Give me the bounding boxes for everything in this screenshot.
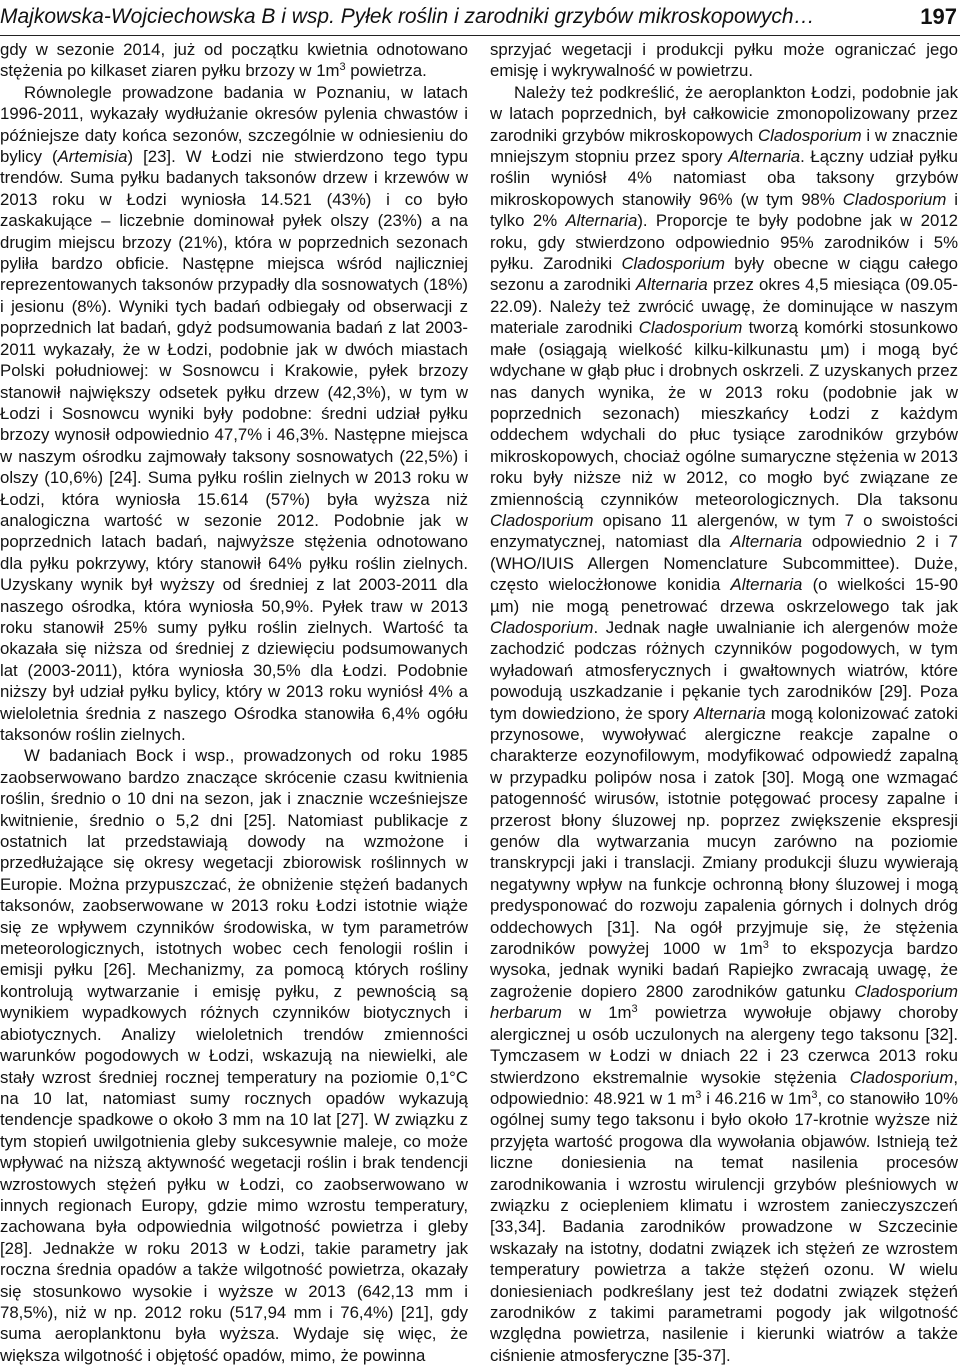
left-column: [0, 39, 468, 1366]
page-number: 197: [920, 4, 957, 29]
text-run: i tylko 2%: [490, 189, 959, 231]
text-run: , odpowiednio: 48.921 w 1 m: [490, 1067, 958, 1108]
text-run: powietrza wywołuje objawy choroby alergicznej u osób uczulonych na alergeny tego taksonu [32]. Tymczasem w Łodzi w dniach 22 i 23 czerwca 2013 roku stwierdzono ekstremalnie wysokie stężenia: [490, 1003, 958, 1087]
italic-term: Artemisia: [57, 147, 128, 167]
italic-term: Cladosporium: [849, 1067, 954, 1087]
text-run: ) [23]. W Łodzi nie stwierdzono tego typu trendów. Suma pyłku badanych taksonów drzew i krzewów w 2013 roku w Łodzi wyniosła 14.521 (43%) i co było zaskakujące – liczebnie dominował pyłek olszy (23%) a na drugim miejscu brzozy (21%), która w poprzednich sezonach pyliła bardzo obficie. Następne miejsca wśród najliczniej reprezentowanych taksonów przypadły dla sosnowatych (18%) i jesionu (8%). Wyniki tych badań odbiegały od obserwacji z poprzednich lat badań, gdyż podsumowania badań z lat 2003-2011 wykazały, że w Łodzi, podobnie jak w dwóch miastach Polski południowej: w Sosnowcu i Krakowie, pyłek brzozy stanowił największy odsetek pyłku drzew (42,3%), w tym w Łodzi i Sosnowcu wyniki były podobne: średni udział pyłku brzozy wynosił odpowiednio 47,7% i 46,3%. Następne miejsca w naszym ośrodku zajmowały taksony sosnowatych (22,5%) i olszy (10,6%) [24]. Suma pyłku roślin zielnych w 2013 roku w Łodzi, która wyniosła 15.614 (57%) była wyższa niż analogiczna wartość w sezonie 2012. Podobnie jak w poprzednich latach badań, najwyższe stężenia odnotowano dla pyłku pokrzywy, który stanowił 64% pyłku roślin zielnych. Uzyskany wynik był wyższy od średniej z lat 2003-2011 dla naszego ośrodka, która wyniosła 50,9%. Pyłek traw w 2013 roku stanowił 25% sumy pyłku roślin zielnych. Wartość ta okazała się niższa od średniej z dziewięciu podsumowanych lat (2003-2011), która wyniosła 30,5% dla Łodzi. Podobnie niższy był udział pyłku bylicy, który w 2013 roku wyniósł 4% a wieloletnia średnia z naszego Ośrodka stanowiła 6,4% ogółu taksonów roślin zielnych.: [0, 147, 469, 744]
text-run: mogą kolonizować zatoki przynosowe, wywoływać alergiczne reakcje zapalne o charakterze eozynofilowym, modyfikować odpowiedź zapalną w przypadku polipów nosa i zatok [30]. Mogą one wzmagać patogenność wirusów, istotnie potęgować procesy zapalne i przerost błony śluzowej np. poprzez zwiększenie ekspresji genów dla wytwarzania mucyn zarówno na poziomie transkrypcji jaki i translacji. Zmiany produkcji śluzu wywierają negatywny wpływ na funkcje ochronną błony śluzowej i mogą predysponować do rozwoju zapalenia górnych i dolnych dróg oddechowych [31]. Na ogół przyjmuje się, że stężenia zarodników powyżej 1000 w 1m: [490, 703, 958, 959]
superscript: 3: [762, 939, 769, 952]
italic-term: Cladosporium: [490, 617, 594, 637]
text-run: . Jednak nagłe uwalnianie ich alergenów może zachodzić podczas różnych czynników pogodowych, w tym wyładowań atmosferycznych i gwałtownych wiatrów, które powodują uszkadzanie i pękanie tych zarodników [29]. Poza tym dowiedziono, że spory: [490, 617, 958, 723]
text-run: były obecne w ciągu całego sezonu a zarodniki: [490, 254, 958, 295]
superscript: 3: [695, 1088, 702, 1101]
text-run: Należy też podkreślić, że aeroplankton Łodzi, podobnie jak w latach poprzednich, był całkowicie zmonopolizowany przez zarodniki grzybów mikroskopowych: [490, 82, 958, 145]
italic-term: Cladosporium: [621, 254, 725, 274]
text-run: w 1m: [561, 1003, 632, 1023]
header-rule: [0, 35, 960, 36]
italic-term: Alternaria: [693, 703, 766, 723]
italic-term: Cladosporium: [490, 510, 594, 530]
text-run: przez okres 4,5 miesiąca (09.05-22.09). Należy też zwrócić uwagę, że dominujące w naszym materiale zarodniki: [490, 275, 958, 338]
text-run: to ekspozycja bardzo wysoka, jednak wyniki badań Rapiejko zwracają uwagę, że zagrożenie dopiero 2800 zarodników gatunku: [490, 939, 958, 1001]
text-run: i 46.216 w 1m: [701, 1088, 812, 1108]
text-run: Równolegle prowadzone badania w Poznaniu, w latach 1996-2011, wykazały wydłużanie okresów pylenia chwastów i późniejsze daty końca sezonów, szczególnie w odniesieniu do bylicy (: [0, 82, 468, 167]
text-run: W badaniach Bock i wsp., prowadzonych od roku 1985 zaobserwowano bardzo znaczące skrócenie czasu kwitnienia roślin, średnio o 10 dni na sezon, jak i znacznie wcześniejsze kwitnienie, średnio o 5,2 dni [25]. Natomiast publikacje z ostatnich lat przedstawiają dowody na wzmożone i przedłużające się okresy wegetacji zbiorowisk roślinnych w Europie. Można przypuszczać, że obniżenie stężeń badanych taksonów, zaobserwowane w 2013 roku Łodzi istotnie wiąże się ze wpływem czynników środowiska, w tym parametrów meteorologicznych, istotnych wobec cech fenologii roślin i emisji pyłku [26]. Mechanizmy, za pomocą których rośliny kontrolują wytwarzanie i emisję pyłku, z pewnością są wynikiem wypadkowych różnych czynników biotycznych i abiotycznych. Analizy wieloletnich trendów zmienności warunków pogodowych w Łodzi, wskazują na niewielki, ale stały wzrost średniej rocznej temperatury na poziomie 0,1°C na 10 lat, natomiast sumy rocznych opadów wykazują tendencje spadkowe o około 3 mm na 10 lat [27]. W związku z tym stopień uwilgotnienia gleby sukcesywnie maleje, co może wpływać na niższą aktywność wegetacji roślin i brak tendencji wzrostowych stężeń pyłku w Łodzi, co zaobserwowano w innych regionach Europy, gdzie mimo wzrostu temperatury, zachowana była odpowiednia wilgotność powietrza i gleby [28]. Jednakże w roku 2013 w Łodzi, takie parametry jak roczna średnia opadów a także wilgotność powietrza, okazały się stosunkowo wysokie i wyższe w 2013 (642,13 mm i 78,5%), niż w np. 2012 roku (517,94 mm i 76,4%) [21], gdy suma aeroplanktonu była wyższa. Wydaje się więc, że większa wilgotność i objętość opadów, mimo, że powinna: [0, 746, 468, 1365]
superscript: 3: [631, 1003, 638, 1016]
superscript: 3: [811, 1088, 818, 1101]
paragraph: [490, 39, 958, 82]
italic-term: Alternaria: [730, 532, 803, 552]
italic-term: Alternaria: [565, 211, 638, 231]
italic-term: Cladosporium: [758, 125, 862, 145]
italic-term: Cladosporium: [638, 318, 743, 338]
paragraph: [0, 82, 468, 746]
text-run: sprzyjać wegetacji i produkcji pyłku może ograniczać jego emisję i wykrywalność w powietrzu.: [490, 40, 958, 81]
paragraph: [0, 39, 468, 82]
paragraph: [0, 745, 468, 1366]
text-run: i w znacznie mniejszym stopniu przez spory: [490, 125, 958, 167]
text-run: opisano 11 alergenów, w tym 7 o swoistości enzymatycznej, natomiast dla: [490, 510, 958, 552]
text-run: powietrza.: [345, 61, 427, 81]
text-run: . Łączny udział pyłku roślin wyniósł 4% natomiast oba taksony grzybów mikroskopowych stanowiły 96% (w tym 98%: [490, 147, 959, 209]
running-header: [0, 0, 957, 34]
right-column: [490, 39, 958, 1366]
italic-term: Alternaria: [635, 275, 708, 295]
italic-term: Alternaria: [730, 575, 803, 595]
italic-term: Cladosporium: [842, 189, 947, 209]
italic-term: Cladosporium herbarum: [490, 981, 958, 1023]
text-run: gdy w sezonie 2014, już od początku kwietnia odnotowano stężenia po kilkaset ziaren pyłku brzozy w 1m: [0, 40, 468, 81]
text-run: ). Proporcje te były podobne jak w 2012 roku, gdy stwierdzono odpowiednio 95% zarodników i 5% pyłku. Zarodniki: [490, 211, 958, 274]
text-run: , co stanowiło 10% ogólnej sumy tego taksonu i było około 17-krotnie wyższe niż przyjęta wartość progowa dla wywołania objawów. Istnieją też liczne doniesienia na temat nasilenia procesów zarodnikowania i wzrostu wirulencji grzybów pleśniowych w związku z ociepleniem klimatu i wzrostem zanieczyszczeń [33,34]. Badania zarodników prowadzone w Szczecinie wskazały na istotny, dodatni związek ich stężeń ze wzrostem temperatury powietrza a także stężeń ozonu. W wielu doniesieniach podkreślany jest też dodatni związek stężeń zarodników z takimi parametrami pogody jak wilgotność względna powietrza, nasilenie i kierunki wiatrów a także ciśnienie atmosferyczne [35-37].: [490, 1088, 959, 1365]
italic-term: Alternaria: [728, 147, 801, 167]
text-run: tworzą komórki stosunkowo małe (osiągają wielkość kilku-kilkunastu µm) i mogą być wdychane w głąb płuc i drobnych oskrzeli. Z uzyskanych przez nas danych wynika, że w 2013 roku (podobnie jak w poprzednich sezonach) mieszkańcy Łodzi z każdym oddechem wdychali do płuc tysiące zarodników grzybów mikroskopowych, chociaż ogólne sumaryczne stężenia w 2013 roku były niższe niż w 2012, co mogło być związane ze zmiennością czynników meteorologicznych. Dla taksonu: [490, 318, 958, 509]
paragraph: [490, 82, 958, 1366]
running-title: Majkowska-Wojciechowska B i wsp. Pyłek roślin i zarodniki grzybów mikroskopowych…: [0, 5, 815, 28]
text-run: (o wielkości 15-90 µm) nie mogą penetrować drzewa oskrzelowego tak jak: [490, 575, 958, 616]
text-run: odpowiednio 2 i 7 (WHO/IUIS Allergen Nomenclature Subcommittee). Duże, często wielocżłonowe konidia: [490, 532, 958, 595]
superscript: 3: [339, 61, 346, 74]
